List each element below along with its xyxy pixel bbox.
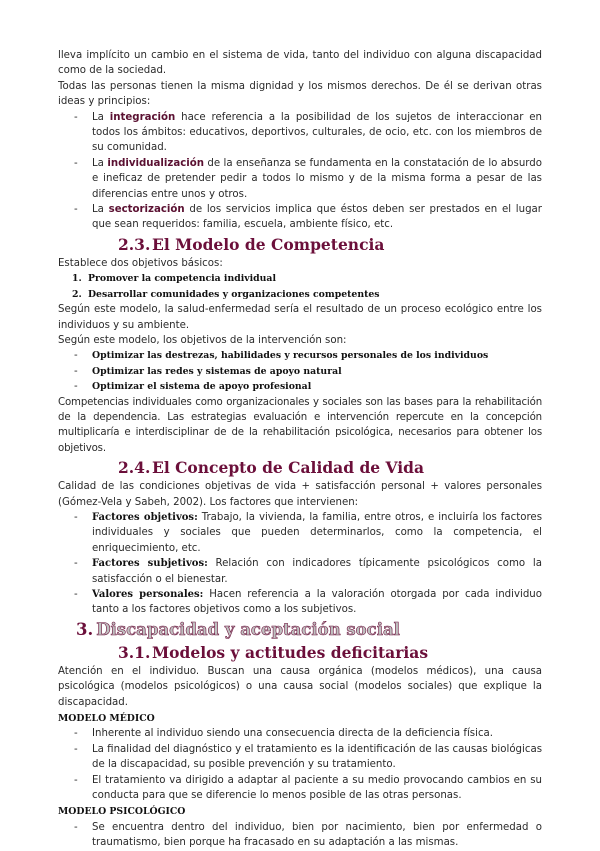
section-2-3-paragraph-2: Según este modelo, los objetivos de la intervención son: [58,334,347,346]
list-item: - La individualización de la enseñanza se fundamenta en la constatación de lo absurdo e ineficaz de pretender pedir a todos lo mismo y de la misma forma a pesar de las diferencias entre unos y otros. [74,157,542,200]
list-item: 2. Desarrollar comunidades y organizaciones competentes [72,288,380,300]
term-sectorizacion: sectorización [108,204,185,216]
list-item: - Inherente al individuo siendo una consecuencia directa de la deficiencia física. [74,728,494,740]
list-item: - La integración hace referencia a la posibilidad de los sujetos de interaccionar en todos los ámbitos: educativos, deportivos, culturales, de ocio, etc. con los miembros de su comunidad. [74,111,542,154]
intro-paragraph-2: Todas las personas tienen la misma dignidad y los mismos derechos. De él se derivan otras ideas y principios: [58,80,542,108]
term-integracion: integración [109,111,176,123]
list-item: - La sectorización de los servicios implica que éstos deben ser prestados en el lugar que sean requeridos: familia, escuela, ambiente físico, etc. [74,204,542,231]
list-item: - Optimizar las redes y sistemas de apoyo natural [74,365,342,377]
document-page [58,48,542,851]
list-item: 1. Promover la competencia individual [72,273,276,285]
list-item: - Factores objetivos: Trabajo, la vivienda, la familia, entre otros, e incluiría los factores individuales y sociales que pueden determinarlos, como la competencia, el enriquecimiento, etc. [74,511,543,554]
section-heading-3-1: 3.1. Modelos y actitudes deficitarias [118,642,429,662]
section-2-3-paragraph-1: Según este modelo, la salud-enfermedad sería el resultado de un proceso ecológico entre los individuos y su ambiente. [58,304,542,331]
intro-paragraph-1: lleva implícito un cambio en el sistema de vida, tanto del individuo con alguna discapacidad como de la sociedad. [58,50,542,77]
list-item: - Se encuentra dentro del individuo, bien por nacimiento, bien por enfermedad o traumatismo, bien porque ha fracasado en su adaptación a las mismas. [74,821,542,849]
section-2-3-lead: Establece dos objetivos básicos: [58,257,223,269]
modelo-psicologico-heading: MODELO PSICOLÓGICO [58,806,186,818]
section-heading-2-4: 2.4. El Concepto de Calidad de Vida [118,458,425,478]
list-item: - La finalidad del diagnóstico y el tratamiento es la identificación de las causas biológicas de la discapacidad, su posible prevención y su tratamiento. [74,743,542,771]
term-individualizacion: individualización [107,157,204,169]
list-item: - Factores subjetivos: Relación con indicadores típicamente psicológicos como la satisfacción o el bienestar. [74,558,542,585]
principles-list [58,110,542,233]
section-heading-2-3: 2.3. El Modelo de Competencia [118,234,385,254]
modelo-medico-heading: MODELO MÉDICO [58,713,155,725]
section-2-3-paragraph-3: Competencias individuales como organizacionales y sociales son las bases para la rehabilitación de la dependencia. Las estrategias evaluación e intervención repercute en la concepción multiplicaría e interdisciplinar de de la rehabilitación psicológica, necesarios para obtener los objetivos. [58,396,542,454]
list-item: - Valores personales: Hacen referencia a la valoración otorgada por cada individuo tanto a los factores objetivos como a los subjetivos. [74,589,542,616]
section-3-1-paragraph-1: Atención en el individuo. Buscan una causa orgánica (modelos médicos), una causa psicológica (modelos psicológicos) o una causa social (modelos sociales) que explique la discapacidad. [58,665,542,708]
section-2-4-paragraph-1: Calidad de las condiciones objetivas de vida + satisfacción personal + valores personales (Gómez-Vela y Sabeh, 2002). Los factores que intervienen: [58,481,542,508]
section-heading-3: 3. Discapacidad y aceptación social [76,619,400,639]
list-item: - Optimizar el sistema de apoyo profesional [74,381,312,393]
list-item: - Optimizar las destrezas, habilidades y recursos personales de los individuos [74,350,489,362]
list-item: - El tratamiento va dirigido a adaptar al paciente a su medio provocando cambios en su conducta para que se diferencie lo menos posible de las otras personas. [74,774,542,802]
